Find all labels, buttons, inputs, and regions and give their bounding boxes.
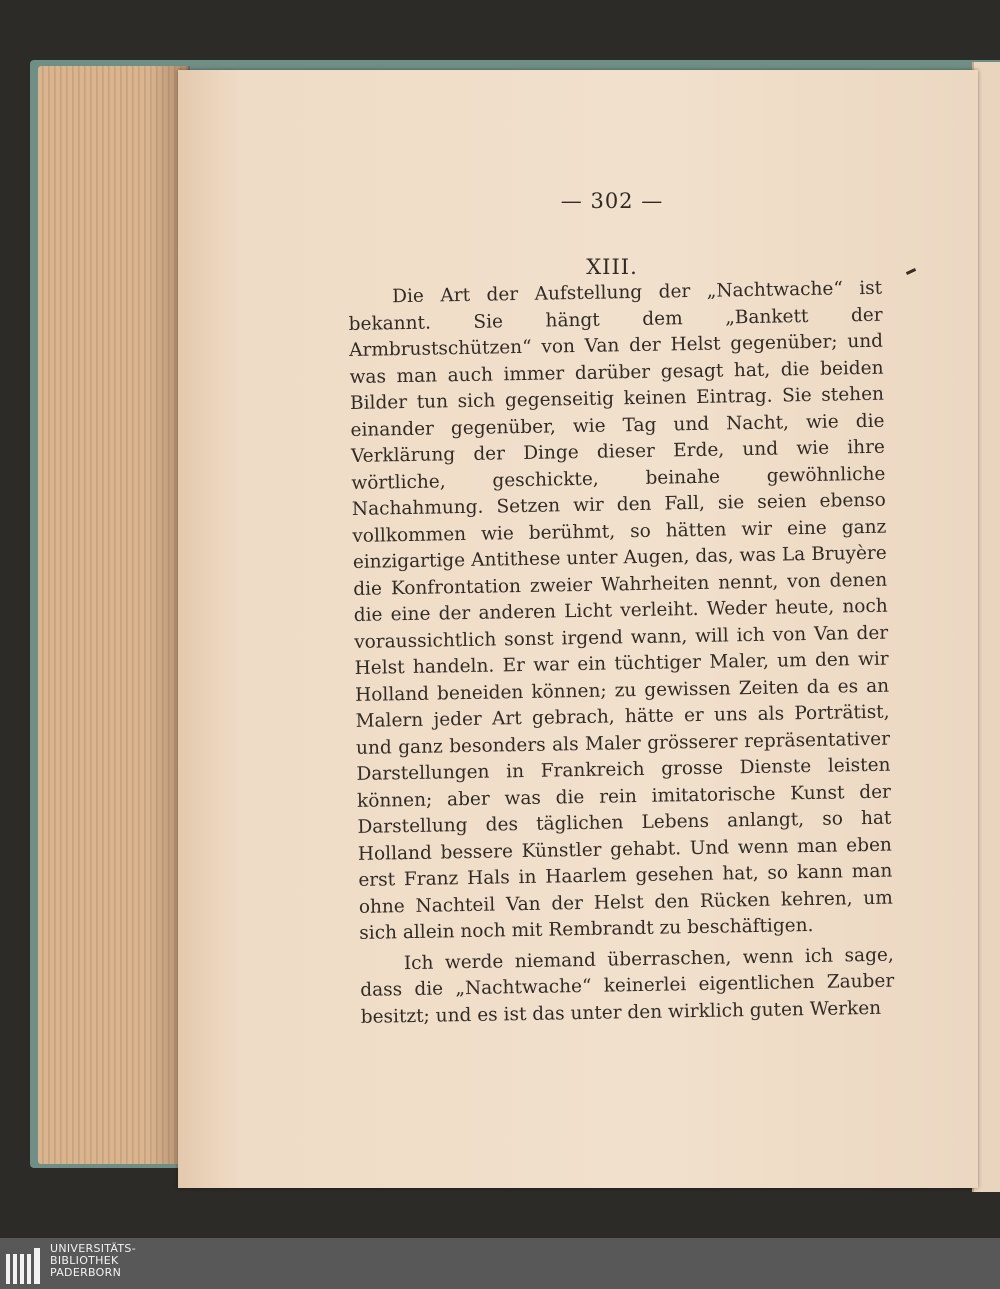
library-footer <box>0 1238 1000 1289</box>
body-text <box>348 276 895 1031</box>
library-logo-text <box>50 1243 136 1279</box>
paragraph-1: Die Art der Aufstellung der „Nachtwache“ ist bekannt. Sie hängt dem „Bankett der Armbrustschützen“ von Van der Helst gegenüber; und was man auch immer darüber gesagt hat, die beiden Bilder tun sich gegenseitig keinen Eintrag. Sie stehen einander gegenüber, wie Tag und Nacht, wie die Verklärung der Dinge dieser Erde, und wie ihre wörtliche, geschickte, beinahe gewöhnliche Nachahmung. Setzen wir den Fall, sie seien ebenso vollkommen wie berühmt, so hätten wir eine ganz einzigartige Antithese unter Augen, das, was La Bruyère die Konfrontation zweier Wahrheiten nennt, von denen die eine der anderen Licht verleiht. Weder heute, noch voraussichtlich sonst irgend wann, will ich von Van der Helst handeln. Er war ein tüchtiger Maler, um den wir Holland beneiden können; zu gewissen Zeiten da es an Malern jeder Art gebrach, hätte er uns als Porträtist, und ganz besonders als Maler grösserer repräsentativer Darstellungen in Frankreich grosse Dienste leisten können; aber was die rein imitatorische Kunst der Darstellung des täglichen Lebens anlangt, so hat Holland bessere Künstler gehabt. Und wenn man eben erst Franz Hals in Haarlem gesehen hat, so kann man ohne Nachteil Van der Helst den Rücken kehren, um sich allein noch mit Rembrandt zu beschäftigen. <box>348 277 893 944</box>
paragraph-2: Ich werde niemand überraschen, wenn ich sage, dass die „Nachtwache“ keinerlei eigentlichen Zauber besitzt; und es ist das unter den wirklich guten Werken <box>360 944 895 1028</box>
chapter-title: XIII. <box>586 255 638 279</box>
page-number: — 302 — <box>560 189 664 213</box>
logo-line: PADERBORN <box>50 1266 122 1279</box>
logo-line: UNIVERSITÄTS- <box>50 1242 136 1255</box>
logo-line: BIBLIOTHEK <box>50 1254 119 1267</box>
library-logo-icon <box>6 1244 46 1284</box>
